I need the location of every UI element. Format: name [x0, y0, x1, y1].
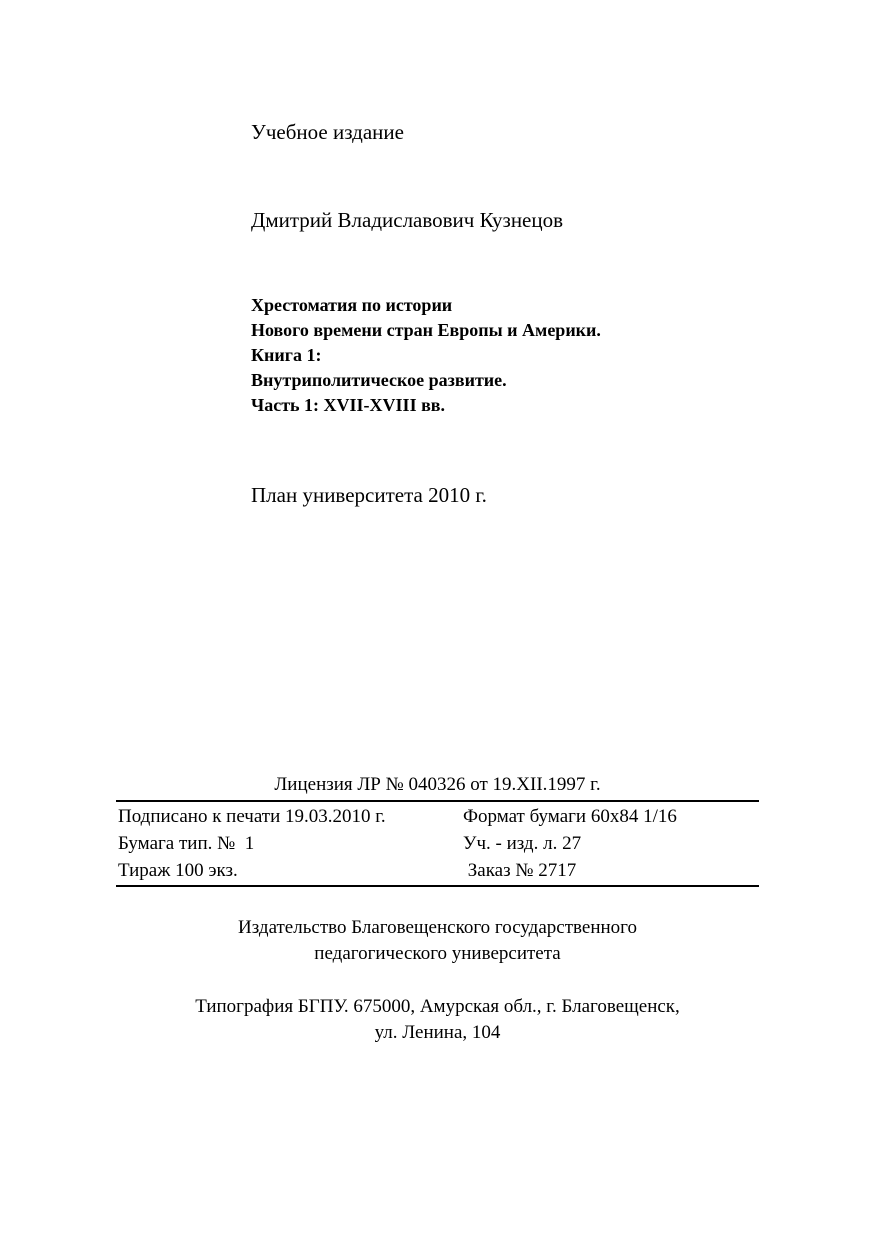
imprint-row — [118, 857, 758, 884]
bottom-divider — [116, 885, 759, 887]
publication-plan: План университета 2010 г. — [251, 483, 487, 507]
paper-type: Бумага тип. № 1 — [118, 833, 255, 854]
publisher-block — [0, 915, 875, 967]
print-run: Тираж 100 экз. — [118, 860, 238, 881]
printer-block — [0, 994, 875, 1046]
imprint-table — [118, 803, 758, 884]
title-line-3: Книга 1: — [251, 345, 322, 365]
signed-for-print: Подписано к печати 19.03.2010 г. — [118, 806, 386, 827]
edition-type: Учебное издание — [251, 120, 404, 144]
publisher-line-2: педагогического университета — [314, 943, 561, 964]
author-name: Дмитрий Владиславович Кузнецов — [251, 208, 564, 232]
printer-line-2: ул. Ленина, 104 — [374, 1022, 501, 1043]
publishing-sheets: Уч. - изд. л. 27 — [463, 833, 582, 854]
license-line: Лицензия ЛР № 040326 от 19.XII.1997 г. — [274, 774, 601, 795]
title-line-1: Хрестоматия по истории — [251, 295, 453, 315]
book-title — [251, 293, 601, 418]
imprint-row — [118, 803, 758, 830]
publisher-line-1: Издательство Благовещенского государственного — [238, 917, 637, 938]
paper-format: Формат бумаги 60x84 1/16 — [463, 806, 677, 827]
imprint-row — [118, 830, 758, 857]
title-line-2: Нового времени стран Европы и Америки. — [251, 320, 601, 340]
title-line-4: Внутриполитическое развитие. — [251, 370, 507, 390]
order-number: Заказ № 2717 — [463, 860, 577, 881]
title-line-5: Часть 1: XVII-XVIII вв. — [251, 395, 446, 415]
printer-line-1: Типография БГПУ. 675000, Амурская обл., г. Благовещенск, — [195, 996, 680, 1017]
top-divider — [116, 800, 759, 802]
